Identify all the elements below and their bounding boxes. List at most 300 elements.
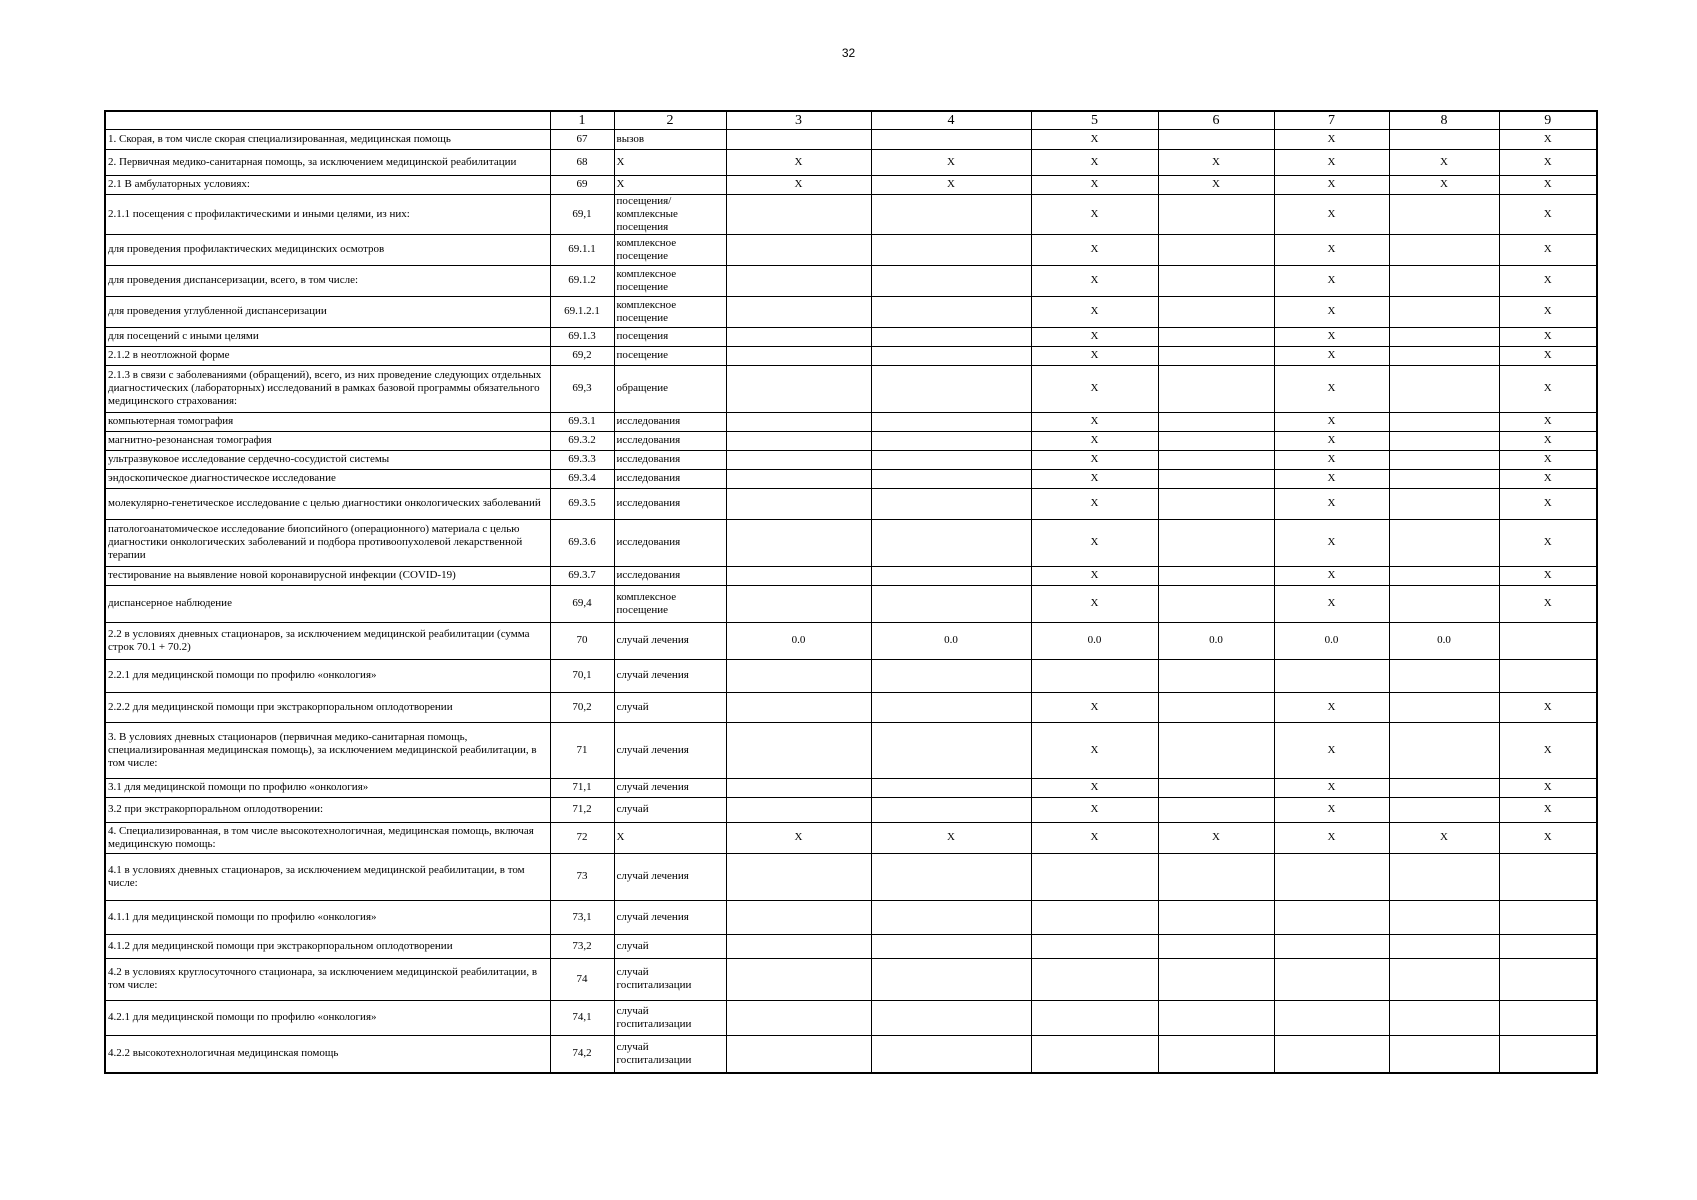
value-cell: X: [1499, 431, 1597, 450]
table-row: [105, 1035, 1597, 1073]
value-cell: X: [1158, 149, 1274, 175]
table-row: [105, 412, 1597, 431]
value-cell: [1274, 659, 1389, 692]
value-cell: [1389, 194, 1499, 234]
value-cell: [1158, 365, 1274, 412]
value-cell: X: [1031, 488, 1158, 519]
value-cell: [871, 412, 1031, 431]
value-cell: [1389, 797, 1499, 822]
table-row: [105, 346, 1597, 365]
unit-cell: комплексное посещение: [614, 234, 726, 265]
row-label: диспансерное наблюдение: [105, 585, 550, 622]
value-cell: X: [1274, 585, 1389, 622]
unit-cell: случай госпитализации: [614, 1035, 726, 1073]
table-row: [105, 958, 1597, 1000]
value-cell: [1389, 296, 1499, 327]
row-label: 4.2.1 для медицинской помощи по профилю «онкология»: [105, 1000, 550, 1035]
value-cell: X: [1274, 566, 1389, 585]
value-cell: [726, 346, 871, 365]
row-code: 69.3.2: [550, 431, 614, 450]
unit-cell: комплексное посещение: [614, 585, 726, 622]
value-cell: X: [871, 822, 1031, 853]
value-cell: [1389, 722, 1499, 778]
unit-cell: случай лечения: [614, 659, 726, 692]
column-header: 9: [1499, 111, 1597, 129]
unit-cell: обращение: [614, 365, 726, 412]
value-cell: [726, 365, 871, 412]
value-cell: X: [1031, 822, 1158, 853]
value-cell: X: [871, 175, 1031, 194]
row-code: 70,1: [550, 659, 614, 692]
value-cell: [1031, 934, 1158, 958]
value-cell: [1158, 194, 1274, 234]
row-label: эндоскопическое диагностическое исследование: [105, 469, 550, 488]
unit-cell: исследования: [614, 412, 726, 431]
value-cell: [1274, 853, 1389, 900]
value-cell: X: [1031, 797, 1158, 822]
value-cell: [726, 129, 871, 149]
unit-cell: исследования: [614, 450, 726, 469]
value-cell: [1389, 900, 1499, 934]
value-cell: X: [1499, 129, 1597, 149]
value-cell: [726, 265, 871, 296]
value-cell: 0.0: [1389, 622, 1499, 659]
value-cell: [1158, 1035, 1274, 1073]
value-cell: [871, 488, 1031, 519]
row-code: 69,3: [550, 365, 614, 412]
value-cell: X: [1274, 488, 1389, 519]
unit-cell: случай лечения: [614, 853, 726, 900]
row-label: 4.1.1 для медицинской помощи по профилю «онкология»: [105, 900, 550, 934]
unit-cell: X: [614, 149, 726, 175]
value-cell: [1158, 585, 1274, 622]
value-cell: [1158, 566, 1274, 585]
unit-cell: исследования: [614, 488, 726, 519]
row-code: 74,1: [550, 1000, 614, 1035]
value-cell: [1031, 853, 1158, 900]
value-cell: X: [726, 149, 871, 175]
unit-cell: случай: [614, 692, 726, 722]
row-code: 69.1.2: [550, 265, 614, 296]
value-cell: [1158, 412, 1274, 431]
value-cell: [1389, 469, 1499, 488]
value-cell: X: [1031, 519, 1158, 566]
value-cell: [726, 519, 871, 566]
data-table: [104, 110, 1598, 1074]
row-label: магнитно-резонансная томография: [105, 431, 550, 450]
row-label: ультразвуковое исследование сердечно-сосудистой системы: [105, 450, 550, 469]
value-cell: [1158, 450, 1274, 469]
value-cell: [1031, 900, 1158, 934]
row-label: 3.2 при экстракорпоральном оплодотворении:: [105, 797, 550, 822]
row-code: 69.3.7: [550, 566, 614, 585]
value-cell: [871, 1035, 1031, 1073]
table-row: [105, 659, 1597, 692]
value-cell: [871, 566, 1031, 585]
value-cell: [726, 659, 871, 692]
value-cell: [871, 900, 1031, 934]
value-cell: X: [1499, 822, 1597, 853]
value-cell: [726, 194, 871, 234]
unit-cell: случай лечения: [614, 722, 726, 778]
value-cell: [871, 519, 1031, 566]
value-cell: X: [1499, 296, 1597, 327]
value-cell: [1389, 431, 1499, 450]
value-cell: [1274, 900, 1389, 934]
unit-cell: случай госпитализации: [614, 958, 726, 1000]
unit-cell: случай: [614, 934, 726, 958]
value-cell: [871, 265, 1031, 296]
value-cell: [1274, 1000, 1389, 1035]
row-label: для проведения диспансеризации, всего, в том числе:: [105, 265, 550, 296]
value-cell: [726, 469, 871, 488]
unit-cell: исследования: [614, 566, 726, 585]
row-label: 2.1.3 в связи с заболеваниями (обращений), всего, из них проведение следующих отдельных диагностических (лабораторных) исследований в рамках базовой программы обязательного медицинского страхования:: [105, 365, 550, 412]
row-label: для проведения углубленной диспансеризации: [105, 296, 550, 327]
table-row: [105, 431, 1597, 450]
value-cell: X: [1031, 327, 1158, 346]
table-row: [105, 469, 1597, 488]
value-cell: X: [1274, 778, 1389, 797]
value-cell: [1389, 778, 1499, 797]
unit-cell: случай лечения: [614, 778, 726, 797]
value-cell: [1158, 659, 1274, 692]
value-cell: [1158, 129, 1274, 149]
row-label: 2.1.2 в неотложной форме: [105, 346, 550, 365]
value-cell: [1158, 958, 1274, 1000]
value-cell: X: [1499, 692, 1597, 722]
table-row: [105, 149, 1597, 175]
value-cell: [1389, 265, 1499, 296]
value-cell: X: [1031, 346, 1158, 365]
row-label: компьютерная томография: [105, 412, 550, 431]
value-cell: [1389, 853, 1499, 900]
table-row: [105, 853, 1597, 900]
value-cell: [726, 797, 871, 822]
value-cell: X: [1499, 566, 1597, 585]
row-label: для проведения профилактических медицинских осмотров: [105, 234, 550, 265]
value-cell: X: [1031, 692, 1158, 722]
unit-cell: случай госпитализации: [614, 1000, 726, 1035]
value-cell: X: [1031, 722, 1158, 778]
value-cell: [871, 659, 1031, 692]
value-cell: 0.0: [871, 622, 1031, 659]
value-cell: [726, 234, 871, 265]
row-code: 69.3.3: [550, 450, 614, 469]
table-row: [105, 519, 1597, 566]
value-cell: [1389, 934, 1499, 958]
value-cell: X: [1031, 175, 1158, 194]
value-cell: [726, 1000, 871, 1035]
row-label: 2.2 в условиях дневных стационаров, за исключением медицинской реабилитации (сумма строк 70.1 + 70.2): [105, 622, 550, 659]
row-label: 3. В условиях дневных стационаров (первичная медико-санитарная помощь, специализированная медицинская помощь), за исключением медицинской реабилитации, в том числе:: [105, 722, 550, 778]
value-cell: X: [1274, 450, 1389, 469]
value-cell: [871, 934, 1031, 958]
value-cell: [871, 722, 1031, 778]
table-row: [105, 822, 1597, 853]
unit-cell: исследования: [614, 431, 726, 450]
value-cell: X: [1031, 431, 1158, 450]
value-cell: X: [1499, 149, 1597, 175]
row-code: 73,1: [550, 900, 614, 934]
value-cell: [871, 194, 1031, 234]
value-cell: 0.0: [1158, 622, 1274, 659]
value-cell: [726, 958, 871, 1000]
value-cell: X: [1274, 149, 1389, 175]
value-cell: [871, 365, 1031, 412]
value-cell: [871, 469, 1031, 488]
value-cell: X: [1274, 412, 1389, 431]
value-cell: X: [1274, 194, 1389, 234]
value-cell: [1158, 900, 1274, 934]
value-cell: X: [1499, 722, 1597, 778]
value-cell: X: [1499, 412, 1597, 431]
page-number: 32: [841, 46, 856, 60]
value-cell: [1031, 958, 1158, 1000]
table-row: [105, 585, 1597, 622]
value-cell: [871, 692, 1031, 722]
row-code: 69,4: [550, 585, 614, 622]
table-row: [105, 778, 1597, 797]
value-cell: [726, 327, 871, 346]
unit-cell: посещения: [614, 327, 726, 346]
value-cell: X: [1499, 585, 1597, 622]
value-cell: [726, 412, 871, 431]
value-cell: [1158, 778, 1274, 797]
column-header: 7: [1274, 111, 1389, 129]
value-cell: [1499, 1000, 1597, 1035]
value-cell: [726, 692, 871, 722]
row-label: 4.1.2 для медицинской помощи при экстракорпоральном оплодотворении: [105, 934, 550, 958]
value-cell: X: [1031, 234, 1158, 265]
column-header: 5: [1031, 111, 1158, 129]
row-code: 71: [550, 722, 614, 778]
value-cell: [1389, 234, 1499, 265]
value-cell: [1499, 1035, 1597, 1073]
value-cell: [871, 958, 1031, 1000]
value-cell: [871, 797, 1031, 822]
value-cell: X: [1274, 519, 1389, 566]
value-cell: [726, 566, 871, 585]
value-cell: X: [1031, 450, 1158, 469]
value-cell: X: [1158, 822, 1274, 853]
table-row: [105, 365, 1597, 412]
value-cell: X: [1499, 488, 1597, 519]
value-cell: [871, 585, 1031, 622]
table-header-row: [105, 111, 1597, 129]
column-header: 6: [1158, 111, 1274, 129]
column-header: 2: [614, 111, 726, 129]
value-cell: [1499, 934, 1597, 958]
value-cell: X: [1499, 365, 1597, 412]
value-cell: [1389, 327, 1499, 346]
table-row: [105, 622, 1597, 659]
value-cell: X: [1274, 797, 1389, 822]
value-cell: X: [1274, 692, 1389, 722]
row-code: 69.1.2.1: [550, 296, 614, 327]
value-cell: X: [1031, 296, 1158, 327]
row-code: 67: [550, 129, 614, 149]
row-code: 70: [550, 622, 614, 659]
unit-cell: X: [614, 822, 726, 853]
value-cell: X: [726, 822, 871, 853]
value-cell: 0.0: [1031, 622, 1158, 659]
value-cell: [1389, 519, 1499, 566]
value-cell: X: [1031, 469, 1158, 488]
row-label: 4.1 в условиях дневных стационаров, за исключением медицинской реабилитации, в том числе:: [105, 853, 550, 900]
row-code: 69.1.1: [550, 234, 614, 265]
value-cell: X: [1499, 327, 1597, 346]
value-cell: [871, 1000, 1031, 1035]
table-row: [105, 934, 1597, 958]
row-label: патологоанатомическое исследование биопсийного (операционного) материала с целью диагностики онкологических заболеваний и подбора противоопухолевой лекарственной терапии: [105, 519, 550, 566]
row-code: 73: [550, 853, 614, 900]
row-code: 68: [550, 149, 614, 175]
value-cell: [1158, 296, 1274, 327]
table-row: [105, 175, 1597, 194]
value-cell: X: [1499, 194, 1597, 234]
value-cell: [1389, 1000, 1499, 1035]
table-row: [105, 234, 1597, 265]
value-cell: X: [1274, 327, 1389, 346]
value-cell: X: [1031, 585, 1158, 622]
value-cell: X: [1031, 129, 1158, 149]
value-cell: X: [1274, 265, 1389, 296]
table-row: [105, 797, 1597, 822]
value-cell: [1389, 488, 1499, 519]
value-cell: [726, 934, 871, 958]
row-label: 4.2 в условиях круглосуточного стационара, за исключением медицинской реабилитации, в том числе:: [105, 958, 550, 1000]
value-cell: [871, 327, 1031, 346]
value-cell: [726, 450, 871, 469]
value-cell: [726, 900, 871, 934]
value-cell: [1158, 234, 1274, 265]
value-cell: [1158, 722, 1274, 778]
row-label: 2.2.2 для медицинской помощи при экстракорпоральном оплодотворении: [105, 692, 550, 722]
value-cell: [1499, 659, 1597, 692]
value-cell: [871, 296, 1031, 327]
value-cell: 0.0: [1274, 622, 1389, 659]
column-header: 3: [726, 111, 871, 129]
value-cell: [1389, 692, 1499, 722]
value-cell: X: [1031, 365, 1158, 412]
value-cell: [871, 129, 1031, 149]
table-row: [105, 1000, 1597, 1035]
row-code: 69.1.3: [550, 327, 614, 346]
row-label: 2.1.1 посещения с профилактическими и иными целями, из них:: [105, 194, 550, 234]
value-cell: X: [1499, 778, 1597, 797]
row-label: 3.1 для медицинской помощи по профилю «онкология»: [105, 778, 550, 797]
value-cell: [1158, 346, 1274, 365]
row-label: 1. Скорая, в том числе скорая специализированная, медицинская помощь: [105, 129, 550, 149]
value-cell: [871, 778, 1031, 797]
unit-cell: вызов: [614, 129, 726, 149]
value-cell: X: [1031, 194, 1158, 234]
value-cell: [1499, 622, 1597, 659]
row-label: 2.1 В амбулаторных условиях:: [105, 175, 550, 194]
value-cell: X: [1274, 469, 1389, 488]
value-cell: X: [1031, 265, 1158, 296]
value-cell: [1031, 1000, 1158, 1035]
value-cell: [726, 488, 871, 519]
value-cell: [1499, 853, 1597, 900]
value-cell: [1158, 488, 1274, 519]
value-cell: [1158, 265, 1274, 296]
value-cell: X: [1031, 778, 1158, 797]
value-cell: [726, 585, 871, 622]
value-cell: X: [1499, 265, 1597, 296]
value-cell: [1389, 1035, 1499, 1073]
value-cell: [1389, 585, 1499, 622]
row-code: 69: [550, 175, 614, 194]
value-cell: [1274, 1035, 1389, 1073]
value-cell: [871, 431, 1031, 450]
value-cell: X: [1499, 519, 1597, 566]
value-cell: X: [1274, 722, 1389, 778]
row-code: 74: [550, 958, 614, 1000]
value-cell: [1158, 469, 1274, 488]
value-cell: [1274, 934, 1389, 958]
value-cell: X: [1031, 412, 1158, 431]
value-cell: X: [1499, 797, 1597, 822]
column-header: 8: [1389, 111, 1499, 129]
value-cell: [726, 296, 871, 327]
value-cell: X: [1499, 450, 1597, 469]
row-code: 69,1: [550, 194, 614, 234]
table-row: [105, 722, 1597, 778]
value-cell: [1158, 327, 1274, 346]
value-cell: X: [1274, 234, 1389, 265]
value-cell: [871, 234, 1031, 265]
value-cell: [1158, 519, 1274, 566]
table-row: [105, 129, 1597, 149]
value-cell: [871, 853, 1031, 900]
table-row: [105, 488, 1597, 519]
value-cell: [726, 722, 871, 778]
value-cell: X: [1031, 566, 1158, 585]
row-code: 69.3.6: [550, 519, 614, 566]
value-cell: [1158, 1000, 1274, 1035]
column-header: 1: [550, 111, 614, 129]
value-cell: X: [1499, 234, 1597, 265]
value-cell: X: [1499, 175, 1597, 194]
row-label: для посещений с иными целями: [105, 327, 550, 346]
table-row: [105, 327, 1597, 346]
row-code: 69.3.4: [550, 469, 614, 488]
value-cell: [1158, 934, 1274, 958]
table-row: [105, 450, 1597, 469]
value-cell: [726, 778, 871, 797]
value-cell: [1158, 797, 1274, 822]
row-label: 4.2.2 высокотехнологичная медицинская помощь: [105, 1035, 550, 1073]
row-code: 70,2: [550, 692, 614, 722]
unit-cell: исследования: [614, 519, 726, 566]
value-cell: [726, 431, 871, 450]
value-cell: X: [1499, 346, 1597, 365]
table-row: [105, 566, 1597, 585]
value-cell: X: [1274, 296, 1389, 327]
value-cell: X: [1274, 346, 1389, 365]
value-cell: [1158, 853, 1274, 900]
value-cell: [1389, 566, 1499, 585]
value-cell: [1499, 900, 1597, 934]
value-cell: 0.0: [726, 622, 871, 659]
row-label: 2.2.1 для медицинской помощи по профилю «онкология»: [105, 659, 550, 692]
value-cell: X: [1389, 822, 1499, 853]
unit-cell: случай: [614, 797, 726, 822]
value-cell: [1389, 346, 1499, 365]
value-cell: X: [1274, 365, 1389, 412]
